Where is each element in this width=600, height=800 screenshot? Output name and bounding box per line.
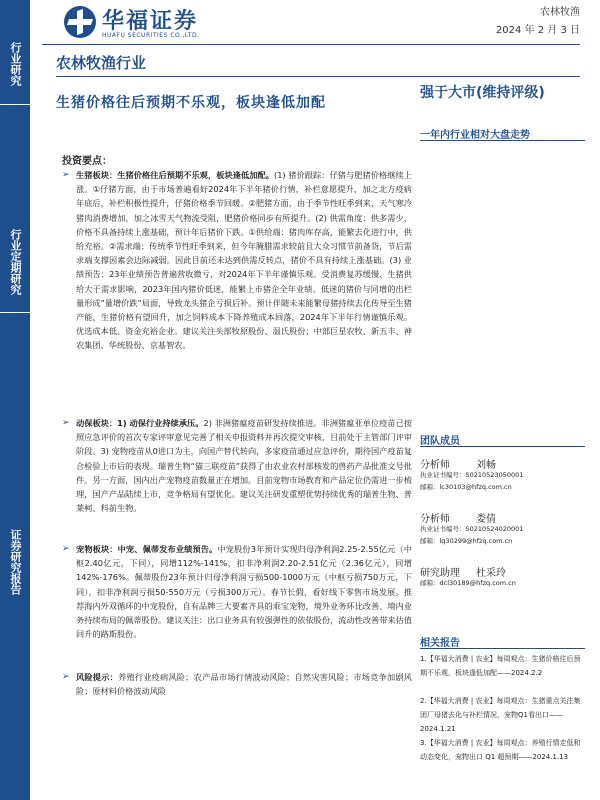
team-heading: 团队成员 xyxy=(420,436,460,447)
related-heading-divider xyxy=(420,648,585,649)
header-date: 2024 年 2 月 3 日 xyxy=(495,25,580,36)
bullet-risk xyxy=(62,670,412,698)
analyst-cert: 执业证书编号：S0210524020001 xyxy=(420,525,524,533)
header-section: 农林牧渔 xyxy=(540,7,580,18)
arrow-icon: ➢ xyxy=(62,418,70,428)
chart-heading-divider xyxy=(420,140,585,141)
arrow-icon: ➢ xyxy=(62,672,70,682)
report-title: 生猪价格往后预期不乐观，板块逢低加配 xyxy=(56,95,326,111)
analyst-card xyxy=(420,564,585,594)
related-report-item[interactable]: 2.【华福大消费 | 农业】每周观点：生猪重点关注集团厂母猪去化与补栏情况，宠物Q1看出口——2024.1.21 xyxy=(420,697,581,733)
analyst-cert: 执业证书编号：S0210523050001 xyxy=(420,471,524,479)
left-sidebar xyxy=(0,0,30,800)
header-meta xyxy=(496,4,580,40)
analyst-email[interactable]: 邮箱：lc30103@hfzq.com.cn xyxy=(420,483,512,491)
bullet-hog-text: (1) 猪价跟踪：仔猪与肥猪价格继续上涨。①仔猪方面，由于市场普遍看好2024年下半年猪价行情，补栏意愿提升，加之北方疫病年底后，补栏积极性提升，仔猪价格季节回暖。②肥猪方面，由于季节性旺季到来，天气寒冷猪肉消费增加，加之冰雪天气物流受阻，肥猪价格同步有所提升。(2) 供需角度：供多需少，价格不具备持续上涨基础，预计年后猪价下跌。①供给端：猪肉库存高，能繁去化进行中，供给充裕。②需求端：传统季节性旺季到来，但今年腌腊需求较前且大众习惯节前备货，节后需求端支撑因素会边际减弱。因此目前还未达到供需反转点，猪价不具有持续上涨基础。(3) 业绩预告：23年业绩预告普遍营收微亏，对2024年下半年谨慎乐观。受消费复苏缓慢、生猪供给大于需求影响，2023年国内猪价低迷，能繁上市猪企全年业绩。低迷的猪价与同增的出栏量形成“量增价跌”局面，导致龙头猪企亏损后补。预计伴随未来能繁母猪持续去化传导至生猪产能，生猪价格有望回升，加之饲料成本下降养殖成本回落，2024年下半年行情谨慎乐观。优选成本低、资金充裕企业。建议关注头部牧原股份、温氏股份；中部巨星农牧、新五丰、神农集团、华统股份、京基智农。 xyxy=(76,170,412,351)
bullet-risk-title: 风险提示： xyxy=(76,672,119,682)
sidebar-label-securities-report: 证券研究报告 xyxy=(9,529,22,595)
bullet-animal-health-title: 动保板块：1) 动保行业持续承压。 xyxy=(76,418,204,428)
bullet-pet xyxy=(62,542,412,641)
sidebar-label-industry-research: 行业研究 xyxy=(9,42,22,86)
bullet-animal-health-text: 2) 非洲猪瘟疫苗研发持续推进。非洲猪瘟亚单位疫苗已按照应急评价的首次专家评审意见完善了相关申报资料并再次提交审核，目前处于主管部门评审阶段。3) 宠物疫苗从0进口为主，向国产替代转向，多家疫苗通过应急评价，期待国产疫苗复合检验上市后的表现。瑞普生物“猫三联疫苗”获得了由农业农村部核发的兽药产品批准文号批件。另一方面，国内出产宠物疫苗数量正在增加。目前宠物市场教育和产品定位仍需进一步梳理，国产产品陆续上市，竞争格局有望优化。建议关注研发重塑优势持续优秀的瑞普生物、普莱柯、科前生物。 xyxy=(76,418,412,514)
analyst-role: 分析师 xyxy=(420,460,450,471)
analyst-card xyxy=(420,510,585,550)
header-divider xyxy=(42,44,580,45)
arrow-icon: ➢ xyxy=(62,170,70,180)
analyst-name: 杜采玲 xyxy=(476,568,506,579)
bullet-risk-text: 养殖行业疫病风险；农产品市场行情波动风险；自然灾害风险；市场竞争加剧风险；原材料价格波动风险 xyxy=(76,672,412,697)
sidebar-label-periodic-research: 行业定期研究 xyxy=(9,229,22,295)
logo-text-en: HUAFU SECURITIES CO.,LTD. xyxy=(102,32,200,39)
bullet-pet-text: 中宠股份3年预计实现归母净利润2.25-2.55亿元（中枢2.40亿元，下同），同增112%-141%，扣非净利润2.20-2.51亿元（2.36亿元），同增142%-176%。佩蒂股份23年预计归母净利润亏损500-1000万元（中枢亏损750万元，下同），扣非净利润亏损50-550万元（亏损300万元）。春节长假，看好线下零售市场发展。推荐海内外双循环的中宠股份，自有品牌三大要素齐具的乖宝宠物，境外业务环比改善、境内业务持续布局的佩蒂股份。建议关注：出口业务具有较强弹性的依依股份，流动性改善带来估值回升的路斯股份。 xyxy=(76,544,412,640)
bullet-hog xyxy=(62,168,412,353)
analyst-role: 研究助理 xyxy=(420,568,460,579)
team-heading-divider xyxy=(420,446,585,447)
sidebar-divider xyxy=(0,312,30,313)
analyst-name: 刘畅 xyxy=(476,460,496,471)
logo-text-cn: 华福证券 xyxy=(102,9,199,34)
industry-name: 农林牧渔行业 xyxy=(56,54,147,72)
title-divider xyxy=(56,76,580,77)
related-report-item[interactable]: 1.【华福大消费 | 农业】每周观点：生猪价格往后预期不乐观，板块逢低加配——2024.2.2 xyxy=(420,655,581,677)
company-logo xyxy=(64,4,234,42)
bullet-pet-title: 宠物板块：中宠、佩蒂发布业绩预告。 xyxy=(76,544,218,554)
logo-icon xyxy=(64,6,96,38)
bullet-hog-title: 生猪板块：生猪价格往后预期不乐观，板块逢低加配。 xyxy=(76,170,275,180)
related-heading: 相关报告 xyxy=(420,638,460,649)
analyst-role: 分析师 xyxy=(420,514,450,525)
analyst-email[interactable]: 邮箱：lq30299@hfzq.com.cn xyxy=(420,537,513,545)
arrow-icon: ➢ xyxy=(62,544,70,554)
related-report-item[interactable]: 3.【华福大消费 | 农业】每周观点：养殖行情走低和动态变化，宠物出口 Q1 超预期——2024.1.13 xyxy=(420,739,581,761)
rating-label: 强于大市(维持评级) xyxy=(420,85,545,101)
key-points-heading: 投资要点： xyxy=(62,156,112,167)
sidebar-divider xyxy=(0,104,30,105)
chart-heading: 一年内行业相对大盘走势 xyxy=(420,130,530,141)
bullet-animal-health xyxy=(62,416,412,515)
analyst-email[interactable]: 邮箱：dcl30189@hfzq.com.cn xyxy=(420,579,516,587)
analyst-name: 娄倩 xyxy=(476,514,496,525)
analyst-card xyxy=(420,456,585,496)
